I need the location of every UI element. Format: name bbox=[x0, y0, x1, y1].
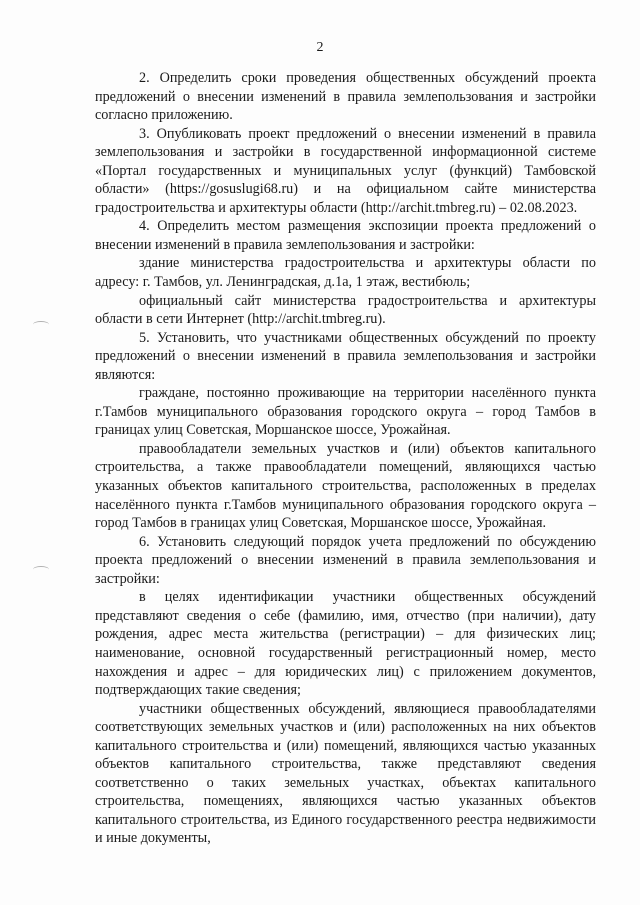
paragraph-participants-owners: правообладатели земельных участков и (или) объектов капитального строительства, а также правообладатели помещений, являющихся частью указанных объектов капитального строительства, расположенных в пределах населённого пункта г.Тамбов муниципального образования городского округа – город Тамбов в границах улиц Советская, Моршанское шоссе, Урожайная. bbox=[95, 440, 596, 532]
paragraph-exposition-building: здание министерства градостроительства и архитектуры области по адресу: г. Тамбов, ул. Ленинградская, д.1а, 1 этаж, вестибюль; bbox=[95, 255, 596, 291]
document-body bbox=[95, 69, 596, 848]
paragraph-item-2-deadlines: 2. Определить сроки проведения общественных обсуждений проекта предложений о внесении изменений в правила землепользования и застройки согласно приложению. bbox=[95, 70, 596, 124]
paragraph-owners-documents: участники общественных обсуждений, являющиеся правообладателями соответствующих земельных участков и (или) расположенных на них объектов капитального строительства и (или) помещений, являющихся частью указанных объектов капитального строительства, также представляют сведения соответственно о таких земельных участках, объектах капитального строительства, помещениях, являющихся частью указанных объектов капитального строительства, из Единого государственного реестра недвижимости и иные документы, bbox=[95, 700, 596, 847]
paragraph-item-5-participants: 5. Установить, что участниками общественных обсуждений по проекту предложений о внесении изменений в правила землепользования и застройки являются: bbox=[95, 329, 596, 383]
paragraph-item-6-procedure: 6. Установить следующий порядок учета предложений по обсуждению проекта предложений о внесении изменений в правила землепользования и застройки: bbox=[95, 533, 596, 587]
binding-hole-mark-upper bbox=[33, 321, 49, 328]
paragraph-item-3-publish: 3. Опубликовать проект предложений о внесении изменений в правила землепользования и застройки в государственной информационной системе «Портал государственных и муниципальных услуг (функций) Тамбовской области» (https://gosuslugi68.ru) и на официальном сайте министерства градостроительства и архитектуры области (http://archit.tmbreg.ru) – 02.08.2023. bbox=[95, 125, 596, 216]
paragraph-identification: в целях идентификации участники общественных обсуждений представляют сведения о себе (фамилию, имя, отчество (при наличии), дату рождения, адрес места жительства (регистрации) – для физических лиц; наименование, основной государственный регистрационный номер, место нахождения и адрес – для юридических лиц) с приложением документов, подтверждающих такие сведения; bbox=[95, 589, 596, 699]
paragraph-item-4-exposition: 4. Определить местом размещения экспозиции проекта предложений о внесении изменений в правила землепользования и застройки: bbox=[95, 218, 596, 253]
binding-hole-mark-lower bbox=[33, 566, 49, 573]
paragraph-participants-citizens: граждане, постоянно проживающие на территории населённого пункта г.Тамбов муниципального образования городского округа – город Тамбов в границах улиц Советская, Моршанское шоссе, Урожайная. bbox=[95, 385, 596, 439]
paragraph-exposition-website: официальный сайт министерства градостроительства и архитектуры области в сети Интернет (http://archit.tmbreg.ru). bbox=[95, 292, 596, 328]
page-number: 2 bbox=[316, 40, 324, 55]
